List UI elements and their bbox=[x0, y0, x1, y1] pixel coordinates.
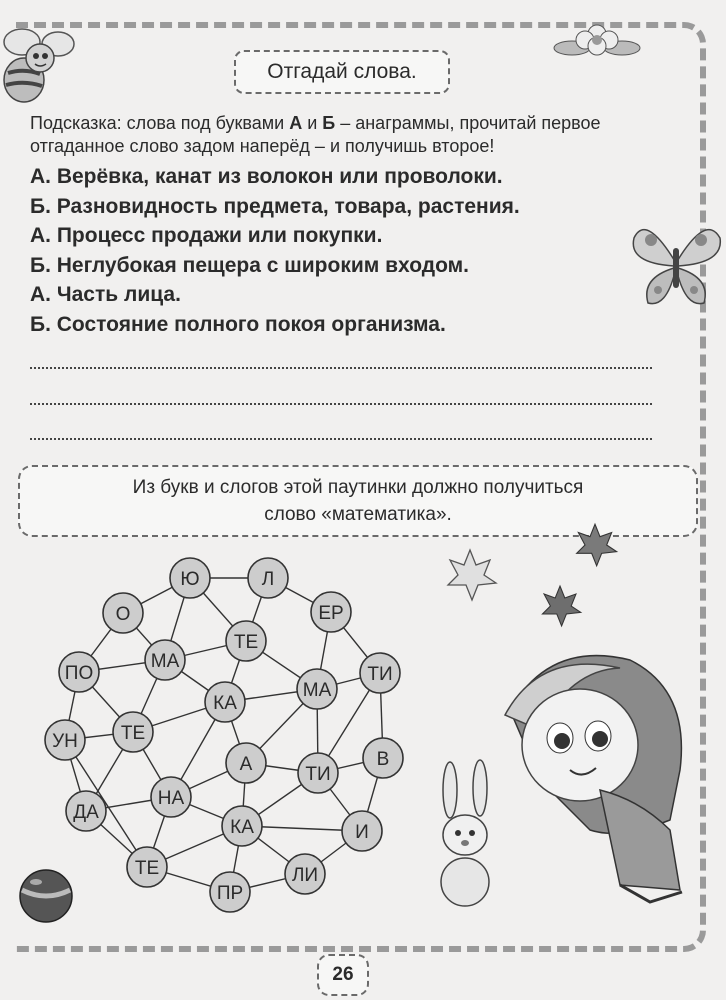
butterfly-illustration bbox=[626, 208, 726, 318]
leaf-illustration bbox=[570, 520, 620, 570]
task2-line1: Из букв и слогов этой паутинки должно получиться bbox=[132, 477, 584, 498]
web-node bbox=[145, 640, 185, 680]
web-node-label: О bbox=[115, 604, 131, 625]
clue-list bbox=[30, 162, 520, 339]
web-node-label: А bbox=[239, 754, 253, 775]
web-node bbox=[226, 621, 266, 661]
leaf-illustration bbox=[536, 582, 584, 630]
hint-mid: – анаграммы, прочитай первое отгаданное слово задом наперёд – и получишь второе! bbox=[30, 113, 601, 156]
page-number: 26 bbox=[317, 954, 369, 996]
task2-line2: слово «математика». bbox=[264, 504, 452, 525]
web-node-label: ТЕ bbox=[120, 723, 146, 744]
web-node-label: Ю bbox=[180, 569, 200, 590]
web-node-label: КА bbox=[213, 693, 237, 714]
web-node bbox=[285, 854, 325, 894]
web-node bbox=[360, 653, 400, 693]
clue-item: А. Верёвка, канат из волокон или проволоки. bbox=[30, 165, 503, 188]
web-node bbox=[170, 558, 210, 598]
web-node-label: ТЕ bbox=[233, 632, 259, 653]
girl-and-bunny-illustration bbox=[420, 630, 710, 920]
web-node-label: ЛИ bbox=[291, 865, 319, 886]
web-node-label: ТИ bbox=[305, 764, 331, 785]
hint-and: и bbox=[302, 113, 323, 133]
web-node bbox=[248, 558, 288, 598]
web-node-label: Л bbox=[261, 569, 275, 590]
web-node bbox=[205, 682, 245, 722]
web-node bbox=[210, 872, 250, 912]
web-node bbox=[363, 738, 403, 778]
web-node bbox=[113, 712, 153, 752]
web-nodes bbox=[45, 558, 403, 912]
clue-item: А. Процесс продажи или покупки. bbox=[30, 224, 383, 247]
web-node-label: МА bbox=[150, 651, 180, 672]
hint-prefix: Подсказка: слова под буквами bbox=[30, 113, 290, 133]
bee-illustration bbox=[0, 18, 80, 110]
answer-line[interactable] bbox=[30, 367, 652, 369]
web-node bbox=[342, 811, 382, 851]
answer-line[interactable] bbox=[30, 438, 652, 440]
hint-letter-a: А bbox=[289, 113, 303, 133]
web-node-label: И bbox=[355, 822, 369, 843]
web-node-label: В bbox=[376, 749, 390, 770]
web-node-label: УН bbox=[52, 731, 78, 752]
clue-item: Б. Разновидность предмета, товара, растения. bbox=[30, 194, 520, 218]
web-node bbox=[311, 592, 351, 632]
web-node-label: ТЕ bbox=[134, 858, 160, 879]
answer-line[interactable] bbox=[30, 403, 652, 405]
hint-letter-b: Б bbox=[322, 113, 336, 133]
web-node bbox=[59, 652, 99, 692]
web-node bbox=[151, 777, 191, 817]
task1-title: Отгадай слова. bbox=[234, 50, 450, 94]
word-web bbox=[0, 540, 430, 920]
web-node-label: МА bbox=[302, 680, 332, 701]
web-node-label: ДА bbox=[73, 802, 99, 823]
web-node-label: ТИ bbox=[367, 664, 393, 685]
clue-item: Б. Состояние полного покоя организма. bbox=[30, 312, 446, 336]
web-node bbox=[66, 791, 106, 831]
web-node-label: НА bbox=[157, 788, 185, 809]
web-node bbox=[222, 806, 262, 846]
web-node bbox=[127, 847, 167, 887]
web-node-label: КА bbox=[230, 817, 254, 838]
web-node bbox=[45, 720, 85, 760]
web-node bbox=[226, 743, 266, 783]
web-node-label: ЕР bbox=[318, 603, 344, 624]
clue-item: А. Часть лица. bbox=[30, 283, 181, 306]
leaf-illustration bbox=[440, 545, 500, 605]
web-node bbox=[298, 753, 338, 793]
clue-item: Б. Неглубокая пещера с широким входом. bbox=[30, 253, 469, 277]
flower-illustration bbox=[552, 14, 642, 64]
web-node bbox=[297, 669, 337, 709]
web-node bbox=[103, 593, 143, 633]
task1-hint bbox=[30, 112, 650, 158]
web-node-label: ПО bbox=[64, 663, 94, 684]
ball-illustration bbox=[18, 868, 74, 924]
web-node-label: ПР bbox=[216, 883, 244, 904]
